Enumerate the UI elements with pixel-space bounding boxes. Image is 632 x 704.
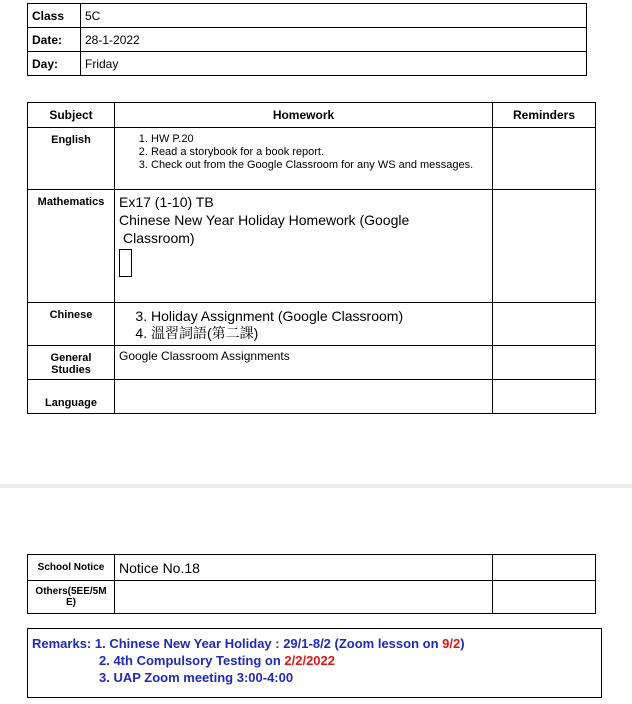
notice-table bbox=[27, 554, 596, 614]
language-row bbox=[28, 380, 596, 414]
homework-table bbox=[27, 102, 596, 414]
math-line-2: Chinese New Year Holiday Homework (Google bbox=[119, 212, 410, 228]
zoom-date: 9/2 bbox=[442, 636, 461, 651]
english-row bbox=[28, 128, 596, 190]
class-label: Class bbox=[28, 4, 81, 28]
remarks-prefix: Remarks: 1. Chinese New Year Holiday : 29/1-8/2 (Zoom lesson on bbox=[32, 636, 443, 651]
school-notice-label: School Notice bbox=[28, 555, 115, 581]
english-subject: English bbox=[28, 128, 115, 190]
date-row bbox=[28, 28, 587, 52]
general-studies-homework: Google Classroom Assignments bbox=[115, 346, 493, 380]
math-line-1: Ex17 (1-10) TB bbox=[119, 194, 214, 210]
language-homework bbox=[115, 380, 493, 414]
list-item: 4. 溫習詞語(第二課) bbox=[151, 325, 488, 342]
remarks-line-2-prefix: 2. 4th Compulsory Testing on bbox=[99, 653, 285, 668]
school-notice-row bbox=[28, 555, 596, 581]
others-value bbox=[115, 581, 493, 614]
reminders-header: Reminders bbox=[493, 103, 596, 128]
others-row bbox=[28, 581, 596, 614]
list-item: 3. Holiday Assignment (Google Classroom) bbox=[151, 308, 488, 325]
school-notice-value: Notice No.18 bbox=[115, 555, 493, 581]
english-homework-list bbox=[119, 133, 488, 172]
math-line-3: Classroom) bbox=[123, 230, 195, 246]
list-item: 2. Read a storybook for a book report. bbox=[151, 146, 488, 159]
chinese-homework-list bbox=[119, 308, 488, 342]
day-value: Friday bbox=[81, 52, 587, 76]
general-studies-subject-line-1: General bbox=[50, 352, 92, 364]
day-label: Day: bbox=[28, 52, 81, 76]
homework-header: Homework bbox=[115, 103, 493, 128]
remarks-line-1 bbox=[32, 635, 597, 652]
text-cursor-box bbox=[119, 249, 132, 277]
subject-header: Subject bbox=[28, 103, 115, 128]
others-label-line-2: E) bbox=[66, 597, 76, 608]
general-studies-subject bbox=[28, 346, 115, 380]
date-value: 28-1-2022 bbox=[81, 28, 587, 52]
chinese-homework bbox=[115, 303, 493, 346]
language-reminders bbox=[493, 380, 596, 414]
general-studies-reminders bbox=[493, 346, 596, 380]
general-studies-row bbox=[28, 346, 596, 380]
chinese-row bbox=[28, 303, 596, 346]
list-item: 3. Check out from the Google Classroom for any WS and messages. bbox=[151, 159, 488, 172]
class-value: 5C bbox=[81, 4, 587, 28]
class-row bbox=[28, 4, 587, 28]
school-notice-reminders bbox=[493, 555, 596, 581]
english-reminders bbox=[493, 128, 596, 190]
test-date: 2/2/2022 bbox=[284, 653, 335, 668]
others-reminders bbox=[493, 581, 596, 614]
remarks-suffix: ) bbox=[460, 636, 465, 651]
remarks-line-3: 3. UAP Zoom meeting 3:00-4:00 bbox=[99, 670, 294, 685]
others-label bbox=[28, 581, 115, 614]
math-row bbox=[28, 190, 596, 303]
date-label: Date: bbox=[28, 28, 81, 52]
class-info-table bbox=[27, 3, 587, 76]
homework-header-row bbox=[28, 103, 596, 128]
math-homework bbox=[115, 190, 493, 303]
others-label-line-1: Others(5EE/5M bbox=[35, 586, 107, 597]
language-subject: Language bbox=[28, 380, 115, 414]
remarks-line-2 bbox=[32, 652, 597, 669]
english-homework bbox=[115, 128, 493, 190]
day-row bbox=[28, 52, 587, 76]
math-reminders bbox=[493, 190, 596, 303]
page-break bbox=[0, 484, 632, 488]
remarks-box bbox=[27, 628, 602, 698]
general-studies-subject-line-2: Studies bbox=[51, 364, 91, 376]
math-subject: Mathematics bbox=[28, 190, 115, 303]
chinese-subject: Chinese bbox=[28, 303, 115, 346]
list-item: 1. HW P.20 bbox=[151, 133, 488, 146]
chinese-reminders bbox=[493, 303, 596, 346]
